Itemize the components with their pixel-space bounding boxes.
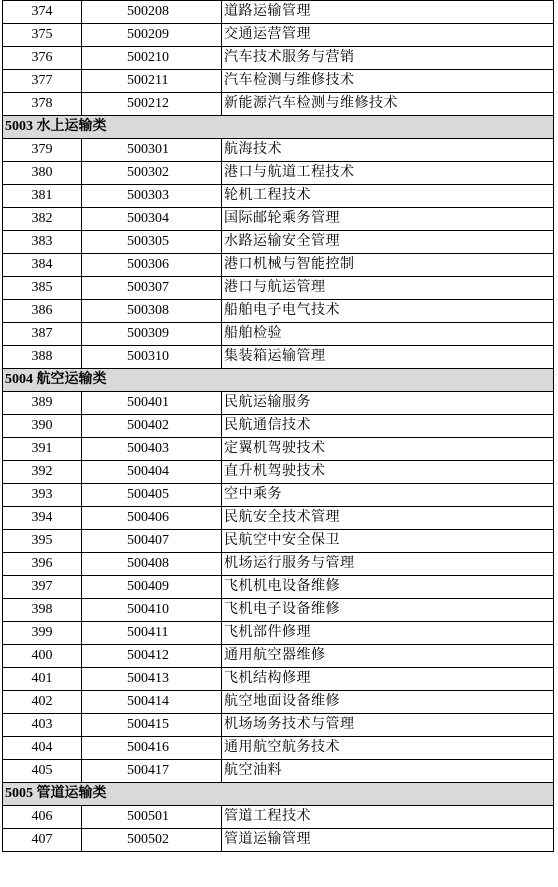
row-number-cell: 401 [3, 668, 82, 691]
row-number-cell: 389 [3, 392, 82, 415]
row-number-cell: 381 [3, 185, 82, 208]
major-name-cell: 通用航空航务技术 [222, 737, 554, 760]
major-code-cell: 500406 [82, 507, 222, 530]
major-name-cell: 航海技术 [222, 139, 554, 162]
category-header-row [3, 116, 554, 139]
major-name-cell: 港口与航运管理 [222, 277, 554, 300]
major-code-cell: 500409 [82, 576, 222, 599]
table-row [3, 24, 554, 47]
table-row [3, 829, 554, 852]
table-row [3, 254, 554, 277]
table-row [3, 415, 554, 438]
table-row [3, 392, 554, 415]
major-name-cell: 汽车技术服务与营销 [222, 47, 554, 70]
table-row [3, 461, 554, 484]
row-number-cell: 394 [3, 507, 82, 530]
major-name-cell: 国际邮轮乘务管理 [222, 208, 554, 231]
major-name-cell: 水路运输安全管理 [222, 231, 554, 254]
major-name-cell: 道路运输管理 [222, 1, 554, 24]
row-number-cell: 382 [3, 208, 82, 231]
major-code-cell: 500401 [82, 392, 222, 415]
category-label: 5005 管道运输类 [3, 783, 554, 806]
major-code-cell: 500403 [82, 438, 222, 461]
table-row [3, 185, 554, 208]
row-number-cell: 407 [3, 829, 82, 852]
row-number-cell: 383 [3, 231, 82, 254]
major-code-cell: 500415 [82, 714, 222, 737]
major-code-cell: 500402 [82, 415, 222, 438]
major-name-cell: 飞机部件修理 [222, 622, 554, 645]
row-number-cell: 398 [3, 599, 82, 622]
major-code-cell: 500410 [82, 599, 222, 622]
major-code-cell: 500310 [82, 346, 222, 369]
row-number-cell: 404 [3, 737, 82, 760]
row-number-cell: 403 [3, 714, 82, 737]
table-row [3, 553, 554, 576]
table-row [3, 300, 554, 323]
table-row [3, 484, 554, 507]
row-number-cell: 374 [3, 1, 82, 24]
row-number-cell: 379 [3, 139, 82, 162]
major-code-cell: 500414 [82, 691, 222, 714]
table-row [3, 645, 554, 668]
row-number-cell: 393 [3, 484, 82, 507]
major-name-cell: 通用航空器维修 [222, 645, 554, 668]
major-code-cell: 500416 [82, 737, 222, 760]
major-code-cell: 500412 [82, 645, 222, 668]
major-code-cell: 500308 [82, 300, 222, 323]
table-row [3, 714, 554, 737]
table-row [3, 691, 554, 714]
major-code-cell: 500304 [82, 208, 222, 231]
major-name-cell: 航空油料 [222, 760, 554, 783]
table-row [3, 622, 554, 645]
major-code-cell: 500404 [82, 461, 222, 484]
major-code-cell: 500408 [82, 553, 222, 576]
row-number-cell: 384 [3, 254, 82, 277]
major-code-cell: 500209 [82, 24, 222, 47]
table-row [3, 139, 554, 162]
table-row [3, 737, 554, 760]
major-name-cell: 船舶检验 [222, 323, 554, 346]
major-code-cell: 500411 [82, 622, 222, 645]
table-row [3, 277, 554, 300]
row-number-cell: 387 [3, 323, 82, 346]
major-name-cell: 民航空中安全保卫 [222, 530, 554, 553]
table-row [3, 599, 554, 622]
major-name-cell: 交通运营管理 [222, 24, 554, 47]
major-code-cell: 500211 [82, 70, 222, 93]
major-name-cell: 管道运输管理 [222, 829, 554, 852]
row-number-cell: 395 [3, 530, 82, 553]
table-row [3, 162, 554, 185]
major-code-cell: 500212 [82, 93, 222, 116]
major-name-cell: 管道工程技术 [222, 806, 554, 829]
row-number-cell: 405 [3, 760, 82, 783]
major-name-cell: 定翼机驾驶技术 [222, 438, 554, 461]
major-code-cell: 500502 [82, 829, 222, 852]
category-header-row [3, 369, 554, 392]
major-name-cell: 飞机结构修理 [222, 668, 554, 691]
major-catalog-table [2, 0, 554, 852]
row-number-cell: 390 [3, 415, 82, 438]
major-code-cell: 500501 [82, 806, 222, 829]
table-row [3, 70, 554, 93]
table-row [3, 438, 554, 461]
table-row [3, 806, 554, 829]
major-code-cell: 500301 [82, 139, 222, 162]
major-code-cell: 500405 [82, 484, 222, 507]
table-row [3, 208, 554, 231]
major-name-cell: 集装箱运输管理 [222, 346, 554, 369]
category-label: 5003 水上运输类 [3, 116, 554, 139]
table-row [3, 576, 554, 599]
row-number-cell: 391 [3, 438, 82, 461]
major-code-cell: 500305 [82, 231, 222, 254]
table-body [3, 1, 554, 852]
row-number-cell: 377 [3, 70, 82, 93]
major-name-cell: 民航通信技术 [222, 415, 554, 438]
table-row [3, 507, 554, 530]
row-number-cell: 378 [3, 93, 82, 116]
row-number-cell: 380 [3, 162, 82, 185]
row-number-cell: 406 [3, 806, 82, 829]
row-number-cell: 386 [3, 300, 82, 323]
major-code-cell: 500307 [82, 277, 222, 300]
row-number-cell: 376 [3, 47, 82, 70]
major-code-cell: 500302 [82, 162, 222, 185]
major-name-cell: 港口与航道工程技术 [222, 162, 554, 185]
row-number-cell: 400 [3, 645, 82, 668]
major-code-cell: 500306 [82, 254, 222, 277]
table-row [3, 93, 554, 116]
major-name-cell: 民航运输服务 [222, 392, 554, 415]
row-number-cell: 392 [3, 461, 82, 484]
major-name-cell: 船舶电子电气技术 [222, 300, 554, 323]
major-name-cell: 港口机械与智能控制 [222, 254, 554, 277]
table-row [3, 323, 554, 346]
major-name-cell: 飞机机电设备维修 [222, 576, 554, 599]
row-number-cell: 375 [3, 24, 82, 47]
category-header-row [3, 783, 554, 806]
major-name-cell: 轮机工程技术 [222, 185, 554, 208]
major-name-cell: 新能源汽车检测与维修技术 [222, 93, 554, 116]
major-code-cell: 500413 [82, 668, 222, 691]
row-number-cell: 388 [3, 346, 82, 369]
table-row [3, 47, 554, 70]
major-name-cell: 飞机电子设备维修 [222, 599, 554, 622]
major-code-cell: 500407 [82, 530, 222, 553]
major-code-cell: 500309 [82, 323, 222, 346]
major-name-cell: 机场运行服务与管理 [222, 553, 554, 576]
major-name-cell: 直升机驾驶技术 [222, 461, 554, 484]
major-code-cell: 500303 [82, 185, 222, 208]
table-row [3, 668, 554, 691]
major-name-cell: 机场场务技术与管理 [222, 714, 554, 737]
table-row [3, 760, 554, 783]
major-code-cell: 500208 [82, 1, 222, 24]
major-name-cell: 民航安全技术管理 [222, 507, 554, 530]
row-number-cell: 397 [3, 576, 82, 599]
row-number-cell: 402 [3, 691, 82, 714]
major-name-cell: 空中乘务 [222, 484, 554, 507]
row-number-cell: 385 [3, 277, 82, 300]
major-name-cell: 航空地面设备维修 [222, 691, 554, 714]
table-row [3, 1, 554, 24]
row-number-cell: 396 [3, 553, 82, 576]
table-row [3, 231, 554, 254]
major-code-cell: 500417 [82, 760, 222, 783]
row-number-cell: 399 [3, 622, 82, 645]
category-label: 5004 航空运输类 [3, 369, 554, 392]
table-row [3, 346, 554, 369]
major-code-cell: 500210 [82, 47, 222, 70]
major-name-cell: 汽车检测与维修技术 [222, 70, 554, 93]
table-row [3, 530, 554, 553]
